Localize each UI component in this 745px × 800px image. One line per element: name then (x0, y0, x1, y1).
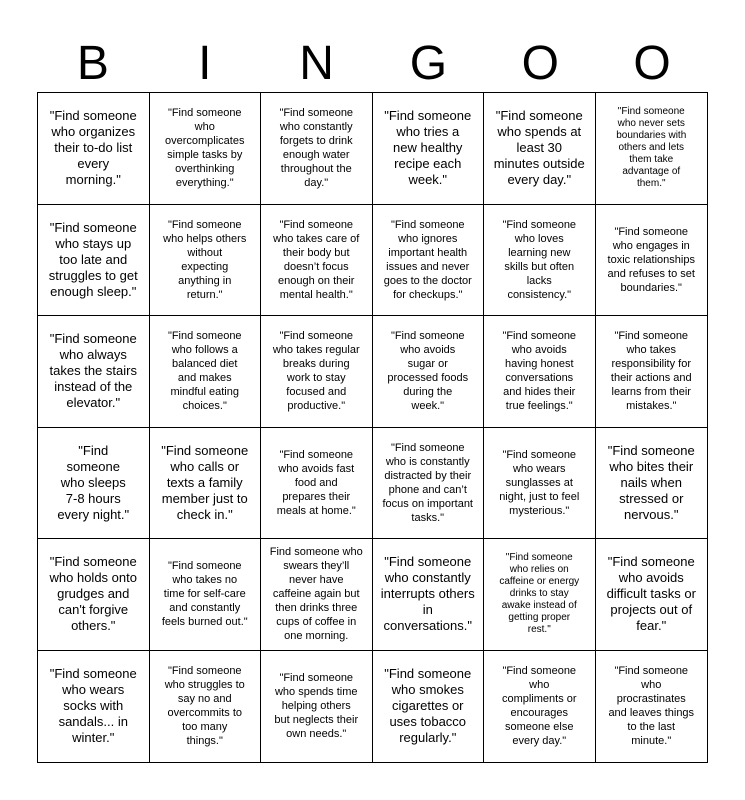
cell-text: "Find someone who bites their nails when stressed or nervous." (607, 442, 695, 522)
cell-text: "Find someone who tries a new healthy recipe each week." (384, 108, 472, 188)
bingo-cell (261, 316, 373, 428)
bingo-cell (150, 539, 262, 651)
cell-text: "Find someone who smokes cigarettes or uses tobacco regularly." (384, 666, 472, 746)
cell-text: "Find someone who takes regular breaks during work to stay focused and productive." (272, 330, 360, 413)
cell-text: "Find someone who avoids fast food and prepares their meals at home." (276, 448, 356, 517)
cell-text: "Find someone who stays up too late and struggles to get enough sleep." (48, 219, 138, 299)
bingo-cell (261, 651, 373, 763)
bingo-cell (484, 651, 596, 763)
bingo-cell (261, 539, 373, 651)
cell-text: "Find someone who loves learning new skills but often lacks consistency." (502, 218, 577, 301)
cell-text: "Find someone who avoids difficult tasks or projects out of fear." (606, 554, 696, 634)
cell-text: "Find someone who engages in toxic relationships and refuses to set boundaries." (607, 225, 695, 294)
header-letter-b: B (76, 37, 109, 90)
bingo-cell (596, 428, 708, 540)
cell-text: "Find someone who wears socks with sandals... in winter." (49, 666, 137, 746)
bingo-cell (38, 316, 150, 428)
bingo-cell (596, 651, 708, 763)
cell-text: "Find someone who organizes their to-do list every morning." (49, 108, 137, 188)
bingo-cell (38, 93, 150, 205)
cell-text: "Find someone who spends at least 30 minutes outside every day." (493, 108, 585, 188)
bingo-cell (484, 539, 596, 651)
header-letter-o-2: O (633, 37, 671, 90)
cell-text: "Find someone who overcomplicates simple tasks by overthinking everything." (165, 107, 245, 190)
bingo-cell (596, 93, 708, 205)
bingo-cell (261, 205, 373, 317)
cell-text: "Find someone who takes care of their body but doesn’t focus enough on their mental health." (273, 218, 360, 301)
cell-text: "Find someone who never sets boundaries with others and lets them take advantage of them." (616, 106, 687, 190)
cell-text: "Find someone who always takes the stairs instead of the elevator." (49, 331, 137, 411)
bingo-cell (373, 93, 485, 205)
cell-text: "Find someone who wears sunglasses at night, just to feel mysterious." (499, 448, 580, 517)
header-letter-n: N (299, 37, 334, 90)
cell-text: "Find someone who constantly forgets to drink enough water throughout the day." (279, 107, 354, 190)
header-letter-i: I (198, 37, 212, 90)
bingo-cell (38, 205, 150, 317)
bingo-cell (484, 428, 596, 540)
bingo-cell (150, 316, 262, 428)
bingo-cell (373, 539, 485, 651)
bingo-cell (373, 651, 485, 763)
bingo-cell (484, 316, 596, 428)
bingo-cell (150, 205, 262, 317)
cell-text: "Find someone who sleeps 7-8 hours every night." (57, 442, 130, 522)
bingo-cell (373, 316, 485, 428)
bingo-header (37, 36, 708, 92)
cell-text: "Find someone who relies on caffeine or energy drinks to stay awake instead of getting proper rest." (499, 552, 580, 636)
bingo-cell (38, 539, 150, 651)
header-letter-o: O (521, 37, 559, 90)
bingo-cell (261, 93, 373, 205)
cell-text: "Find someone who constantly interrupts others in conversations." (380, 554, 475, 634)
bingo-cell (38, 651, 150, 763)
bingo-cell (261, 428, 373, 540)
cell-text: "Find someone who avoids sugar or processed foods during the week." (387, 330, 469, 413)
bingo-board (37, 92, 708, 763)
cell-text: "Find someone who calls or texts a family member just to check in." (161, 442, 249, 522)
cell-text: "Find someone who follows a balanced diet and makes mindful eating choices." (167, 330, 242, 413)
bingo-cell (596, 539, 708, 651)
bingo-cell (373, 205, 485, 317)
bingo-cell (373, 428, 485, 540)
bingo-cell (38, 428, 150, 540)
bingo-cell (484, 205, 596, 317)
cell-text: "Find someone who takes no time for self-care and constantly feels burned out." (161, 560, 248, 629)
header-letter-g: G (409, 37, 448, 90)
bingo-cell (484, 93, 596, 205)
bingo-cell (150, 651, 262, 763)
cell-text: Find someone who swears they’ll never have caffeine again but then drinks three cups of coffee in one morning. (269, 546, 363, 643)
cell-text: "Find someone who struggles to say no and overcommits to too many things." (164, 665, 245, 748)
cell-text: "Find someone who avoids having honest conversations and hides their true feelings." (502, 330, 577, 413)
cell-text: "Find someone who spends time helping others but neglects their own needs." (274, 672, 359, 741)
cell-text: "Find someone who takes responsibility for their actions and learns from their mistakes." (610, 330, 692, 413)
cell-text: "Find someone who compliments or encourages someone else every day." (501, 665, 577, 748)
cell-text: "Find someone who procrastinates and leaves things to the last minute." (608, 665, 695, 748)
cell-text: "Find someone who helps others without expecting anything in return." (163, 218, 247, 301)
cell-text: "Find someone who holds onto grudges and can't forgive others." (49, 554, 137, 634)
bingo-cell (150, 428, 262, 540)
bingo-cell (596, 316, 708, 428)
bingo-cell (596, 205, 708, 317)
cell-text: "Find someone who ignores important health issues and never goes to the doctor for checkups." (383, 218, 472, 301)
cell-text: "Find someone who is constantly distracted by their phone and can’t focus on important tasks." (382, 441, 473, 524)
bingo-cell (150, 93, 262, 205)
